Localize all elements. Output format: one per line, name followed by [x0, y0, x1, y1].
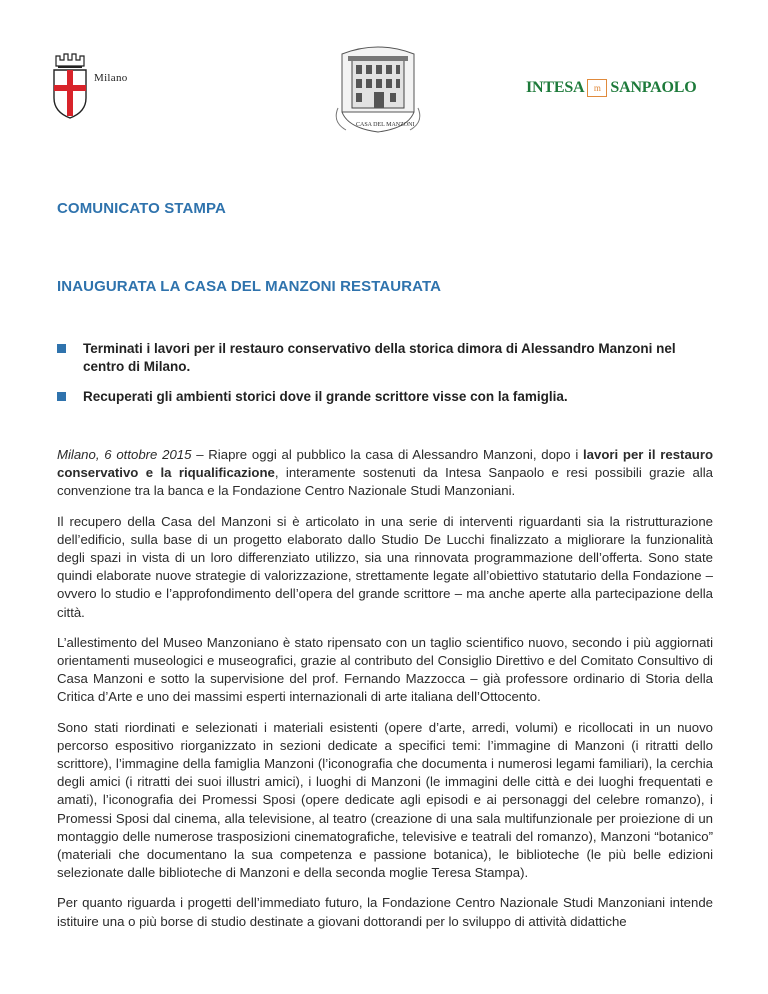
paragraph: Il recupero della Casa del Manzoni si è articolato in una serie di interventi riguardanti sia la ristrutturazione dell’edificio, sulla base di un progetto elaborato dallo Studio De Lucchi finalizzato a migliorare la funzionalità degli spazi in vista di un loro differenziato utilizzo, sia una rinnovata programmazione dell’offerta. Sono state quindi elaborate nuove strategie di valorizzazione, strettamente legate all’obiettivo statutario della Fondazione – ovvero lo studio e l’approfondimento dell’opera del grande scrittore – ma anche aperte alla partecipazione della città. — [57, 513, 713, 620]
bullet-square-icon — [57, 392, 66, 401]
logo-bar — [0, 0, 768, 150]
intro-text-2: , interamente sostenuti da Intesa Sanpaolo e resi possibili grazie alla convenzione tra la banca e la Fondazione Centro Nazionale Studi Manzoniani. — [57, 465, 713, 499]
comune-di-milano-logo — [52, 52, 162, 122]
intesa-sanpaolo-logo — [526, 76, 697, 100]
highlight-text: Terminati i lavori per il restauro conservativo della storica dimora di Alessandro Manzoni nel centro di Milano. — [83, 341, 676, 374]
dateline: Milano, 6 ottobre 2015 — [57, 447, 192, 462]
paragraph: Per quanto riguarda i progetti dell’immediato futuro, la Fondazione Centro Nazionale Studi Manzoniani intende istituire una o più borse di studio destinate a giovani dottorandi per lo sviluppo di attività didattiche — [57, 895, 713, 929]
paragraph: L’allestimento del Museo Manzoniano è stato ripensato con un taglio scientifico nuovo, secondo i più aggiornati orientamenti museologici e museografici, grazie al contributo del Consiglio Direttivo e del Comitato Consultivo di Casa Manzoni e sotto la supervisione del prof. Fernando Mazzocca – già professore ordinario di Storia della Critica d’Arte e uno dei massimi esperti internazionali di arte italiana dell’Ottocento. — [57, 634, 713, 705]
article-body — [57, 446, 713, 943]
milano-logo-text: Milano — [94, 72, 128, 84]
intro-text-1: – Riapre oggi al pubblico la casa di Alessandro Manzoni, dopo i — [191, 447, 583, 462]
intesa-mark-text: m — [593, 83, 601, 93]
page-title: INAUGURATA LA CASA DEL MANZONI RESTAURATA — [57, 278, 442, 295]
bullet-square-icon — [57, 344, 66, 353]
highlight-text: Recuperati gli ambienti storici dove il grande scrittore visse con la famiglia. — [83, 389, 568, 404]
section-label: COMUNICATO STAMPA — [57, 200, 226, 217]
intesa-logo-right: SANPAOLO — [610, 79, 697, 96]
intesa-logo-left: INTESA — [526, 79, 585, 96]
highlights-list — [57, 340, 717, 418]
paragraph: Sono stati riordinati e selezionati i materiali esistenti (opere d’arte, arredi, volumi) e ricollocati in un nuovo percorso espositivo riorganizzato in sezioni dedicate a specifici temi: l’immagine di Manzoni (i ritratti dello scrittore), l’immagine della famiglia Manzoni (l’iconografia che documenta i numerosi legami familiari), la cerchia degli amici (i ritratti dei suoi illustri amici), i luoghi di Manzoni (le immagini delle città e dei luoghi frequentati e amati), l’iconografia dei Promessi Sposi (opere dedicate agli episodi e ai personaggi del celebre romanzo), i Promessi Sposi dal cinema, alla televisione, al teatro (creazione di una sala multifunzionale per proiezione di un montaggio delle numerose trasposizioni cinematografiche, televisive e teatrali del romanzo), Manzoni “botanico” (materiali che documentano la sua competenza e passione botanica), le biblioteche (le più belle edizioni selezionate dalle biblioteche di Manzoni e della seconda moglie Teresa Stampa). — [57, 719, 713, 881]
paragraph-intro — [57, 446, 713, 501]
highlight-item — [57, 388, 717, 406]
casa-del-manzoni-logo — [328, 42, 428, 142]
casa-logo-text: CASA DEL MANZONI — [356, 122, 415, 128]
highlight-item — [57, 340, 717, 376]
intro-bold-text: lavori per il restauro conservativo e la riqualificazione — [57, 447, 714, 481]
milano-crest-icon — [52, 52, 88, 120]
intesa-mark-icon — [587, 79, 607, 97]
